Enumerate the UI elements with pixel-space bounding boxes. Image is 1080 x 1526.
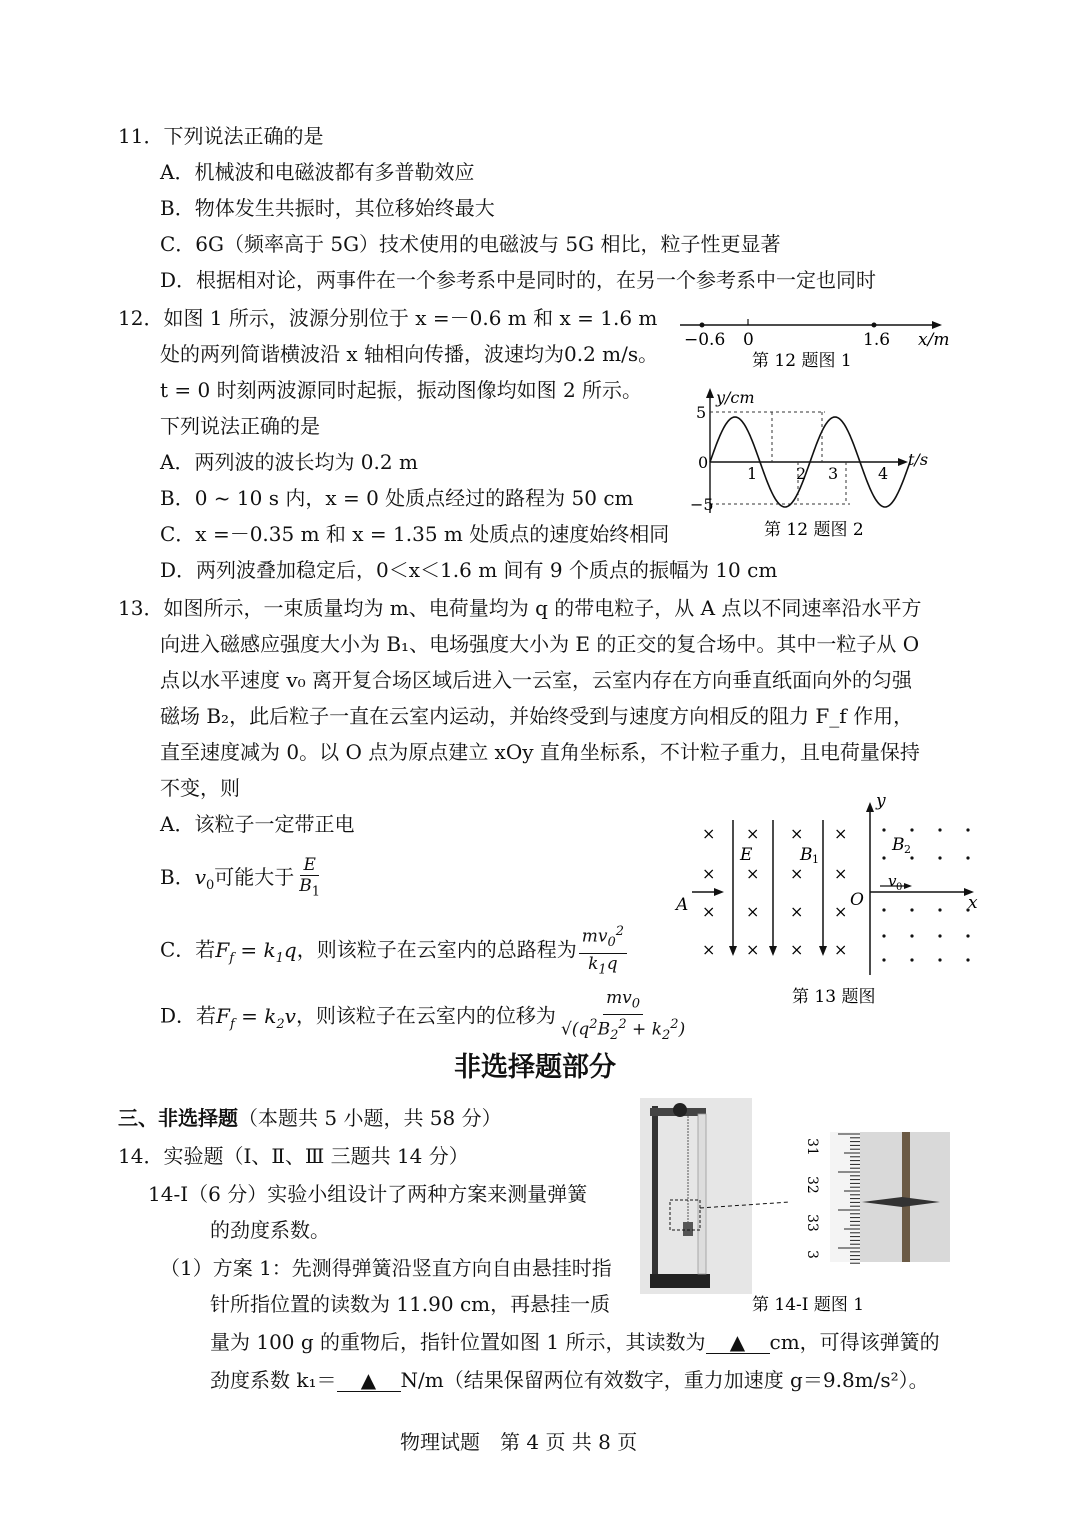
- dot-mark: [882, 934, 885, 937]
- q14-p1-line2: 针所指位置的读数为 11.90 cm，再悬挂一质: [210, 1292, 611, 1316]
- dot-mark: [938, 856, 941, 859]
- zoom-ruler: [830, 1132, 860, 1262]
- fig2-ytick-0: 0: [698, 453, 709, 472]
- q14-p1-line1: （1）方案 1：先测得弹簧沿竖直方向自由悬挂时指: [160, 1256, 612, 1280]
- stiffness-answer-blank: ▲: [337, 1369, 401, 1392]
- q13-line5: 直至速度减为 0。以 O 点为原点建立 xOy 直角坐标系，不计粒子重力，且电荷量保持: [160, 740, 920, 764]
- section-title: 非选择题部分: [454, 1052, 616, 1083]
- formula-mv0sq-over-k1q: $\frac{mv_0^2}{k_1q}$: [579, 922, 627, 980]
- fig13-label-b2: B: [892, 835, 905, 855]
- cross-mark: ×: [834, 824, 848, 843]
- dot-mark: [910, 828, 913, 831]
- dot-mark: [882, 828, 885, 831]
- fig13-label-b1: B: [800, 845, 813, 865]
- dot-mark: [910, 856, 913, 859]
- cross-mark: ×: [790, 864, 804, 883]
- fig2-xtick-3: 3: [828, 464, 839, 483]
- ruler-label-32: 32: [804, 1176, 820, 1194]
- q12-figure-2: [680, 385, 950, 545]
- q12-option-b: B．0 ~ 10 s 内，x = 0 处质点经过的路程为 50 cm: [160, 486, 634, 510]
- fig1-axis-label: x/m: [918, 330, 950, 350]
- q14-i-line1: 14-I（6 分）实验小组设计了两种方案来测量弹簧: [148, 1182, 588, 1206]
- ruler-label-31: 31: [804, 1138, 820, 1156]
- fig1-caption: 第 12 题图 1: [752, 351, 852, 371]
- section-heading: 三、非选择题（本题共 5 小题，共 58 分）: [118, 1106, 502, 1130]
- fig13-label-e: E: [740, 845, 753, 865]
- q11-option-a: A．机械波和电磁波都有多普勒效应: [160, 160, 475, 184]
- q13-line6: 不变，则: [160, 776, 240, 800]
- fig13-label-b1-sub: 1: [812, 853, 819, 866]
- q12-line1: 12．如图 1 所示，波源分别位于 x =－0.6 m 和 x = 1.6 m: [118, 306, 658, 330]
- q12-option-d: D．两列波叠加稳定后，0＜x＜1.6 m 间有 9 个质点的振幅为 10 cm: [160, 558, 778, 582]
- formula-ff-k2v: $F_f = k_2v$: [216, 1003, 296, 1032]
- cross-mark: ×: [746, 864, 760, 883]
- cross-mark: ×: [702, 864, 716, 883]
- q11-option-b: B．物体发生共振时，其位移始终最大: [160, 196, 495, 220]
- fig14-caption: 第 14-I 题图 1: [752, 1295, 865, 1315]
- q13-figure: [670, 790, 990, 1015]
- fig2-ytick-5: 5: [696, 403, 707, 422]
- cross-mark: ×: [702, 902, 716, 921]
- cross-mark: ×: [790, 824, 804, 843]
- fig13-caption: 第 13 题图: [792, 987, 876, 1007]
- fig13-label-v0: v: [888, 872, 897, 890]
- fig13-label-b2-sub: 2: [904, 843, 911, 856]
- formula-ff-k1q: $F_f = k_1q$: [215, 937, 297, 966]
- q13-option-a: A．该粒子一定带正电: [160, 812, 355, 836]
- ruler-small: [698, 1114, 706, 1274]
- q13-line3: 点以水平速度 v₀ 离开复合场区域后进入一云室，云室内存在方向垂直纸面向外的匀强: [160, 668, 913, 692]
- dot-mark: [938, 908, 941, 911]
- cross-mark: ×: [702, 940, 716, 959]
- fig2-y-label: y/cm: [716, 388, 755, 407]
- cross-mark: ×: [790, 940, 804, 959]
- weight: [683, 1222, 693, 1236]
- fig2-x-label: t/s: [908, 450, 929, 469]
- fig1-tick-16: 1.6: [863, 330, 891, 350]
- dot-mark: [966, 958, 969, 961]
- q12-figure-1: [670, 305, 960, 375]
- fig13-label-x: x: [968, 893, 978, 913]
- dot-mark: [882, 958, 885, 961]
- dot-mark: [966, 856, 969, 859]
- stand-base: [650, 1274, 710, 1288]
- cross-mark: ×: [746, 824, 760, 843]
- stand-rod: [652, 1106, 658, 1286]
- cross-mark: ×: [834, 864, 848, 883]
- q12-option-c: C．x =－0.35 m 和 x = 1.35 m 处质点的速度始终相同: [160, 522, 670, 546]
- dot-mark: [966, 934, 969, 937]
- q14-p1-line4: 劲度系数 k₁＝ ▲ N/m（结果保留两位有效数字，重力加速度 g＝9.8m/s²）。: [210, 1368, 929, 1392]
- q11-stem: 11．下列说法正确的是: [118, 124, 324, 148]
- dot-mark: [938, 958, 941, 961]
- q13-option-c: C．若$F_f = k_1q$，则该粒子在云室内的总路程为 $\frac{mv_0^2}{k_1q}$: [160, 922, 629, 980]
- source-left-dot: [700, 323, 705, 328]
- page-footer: 物理试题 第 4 页 共 8 页: [400, 1430, 638, 1454]
- reading-answer-blank: ▲: [706, 1331, 770, 1354]
- zoom-rod: [902, 1132, 910, 1262]
- fig2-ytick-neg5: −5: [690, 495, 714, 514]
- cross-mark: ×: [746, 940, 760, 959]
- dot-mark: [882, 856, 885, 859]
- fig2-xtick-1: 1: [747, 464, 758, 483]
- dot-mark: [882, 908, 885, 911]
- q13-option-b: B．$v_0$可能大于 $\frac{E}{B_1}$: [160, 855, 321, 900]
- q12-line3: t = 0 时刻两波源同时起振，振动图像均如图 2 所示。: [160, 378, 643, 402]
- magnetic-field-crosses: [702, 824, 847, 959]
- q11-option-d: D．根据相对论，两事件在一个参考系中是同时的，在另一个参考系中一定也同时: [160, 268, 877, 292]
- q11-option-c: C．6G（频率高于 5G）技术使用的电磁波与 5G 相比，粒子性更显著: [160, 232, 781, 256]
- q14-i-line2: 的劲度系数。: [210, 1218, 330, 1242]
- cross-mark: ×: [834, 940, 848, 959]
- dot-mark: [938, 934, 941, 937]
- q13-option-d: D．若$F_f = k_2v$，则该粒子在云室内的位移为 $\frac{mv_0}{√(q^2B_2^2 + k_2^2)}$: [160, 988, 690, 1046]
- fig13-label-v0-sub: 0: [896, 882, 903, 893]
- formula-displacement: $\frac{mv_0}{√(q^2B_2^2 + k_2^2)}$: [560, 988, 686, 1044]
- q14-line1: 14．实验题（Ⅰ、Ⅱ、Ⅲ 三题共 14 分）: [118, 1144, 469, 1168]
- cross-mark: ×: [702, 824, 716, 843]
- dot-mark: [910, 908, 913, 911]
- fig1-tick-0: 0: [743, 330, 754, 350]
- dot-mark: [966, 828, 969, 831]
- ruler-label-3: 3: [804, 1250, 820, 1259]
- fig2-caption: 第 12 题图 2: [764, 520, 864, 540]
- dot-mark: [910, 958, 913, 961]
- fig13-label-a: A: [676, 895, 689, 915]
- fig1-tick-neg06: −0.6: [684, 330, 726, 350]
- fig13-label-o: O: [850, 890, 864, 910]
- q12-line2: 处的两列简谐横波沿 x 轴相向传播，波速均为0.2 m/s。: [160, 342, 659, 366]
- ruler-label-33: 33: [804, 1214, 820, 1232]
- q13-line4: 磁场 B₂，此后粒子一直在云室内运动，并始终受到与速度方向相反的阻力 F_f 作用，: [160, 704, 914, 728]
- q14-p1-line3: 量为 100 g 的重物后，指针位置如图 1 所示，其读数为 ▲ cm，可得该弹簧的: [210, 1330, 940, 1354]
- cross-mark: ×: [746, 902, 760, 921]
- q12-option-a: A．两列波的波长均为 0.2 m: [160, 450, 418, 474]
- q14-figure-1: [640, 1098, 960, 1320]
- fig13-label-y: y: [876, 791, 886, 811]
- dot-mark: [938, 828, 941, 831]
- q13-line2: 向进入磁感应强度大小为 B₁、电场强度大小为 E 的正交的复合场中。其中一粒子从 O: [160, 632, 920, 656]
- fig2-xtick-4: 4: [878, 464, 889, 483]
- cross-mark: ×: [834, 902, 848, 921]
- q12-line4: 下列说法正确的是: [160, 414, 320, 438]
- source-right-dot: [872, 323, 877, 328]
- dot-mark: [910, 934, 913, 937]
- q13-line1: 13．如图所示，一束质量均为 m、电荷量均为 q 的带电粒子，从 A 点以不同速率沿水平方: [118, 596, 922, 620]
- cross-mark: ×: [790, 902, 804, 921]
- fig2-xtick-2: 2: [796, 464, 807, 483]
